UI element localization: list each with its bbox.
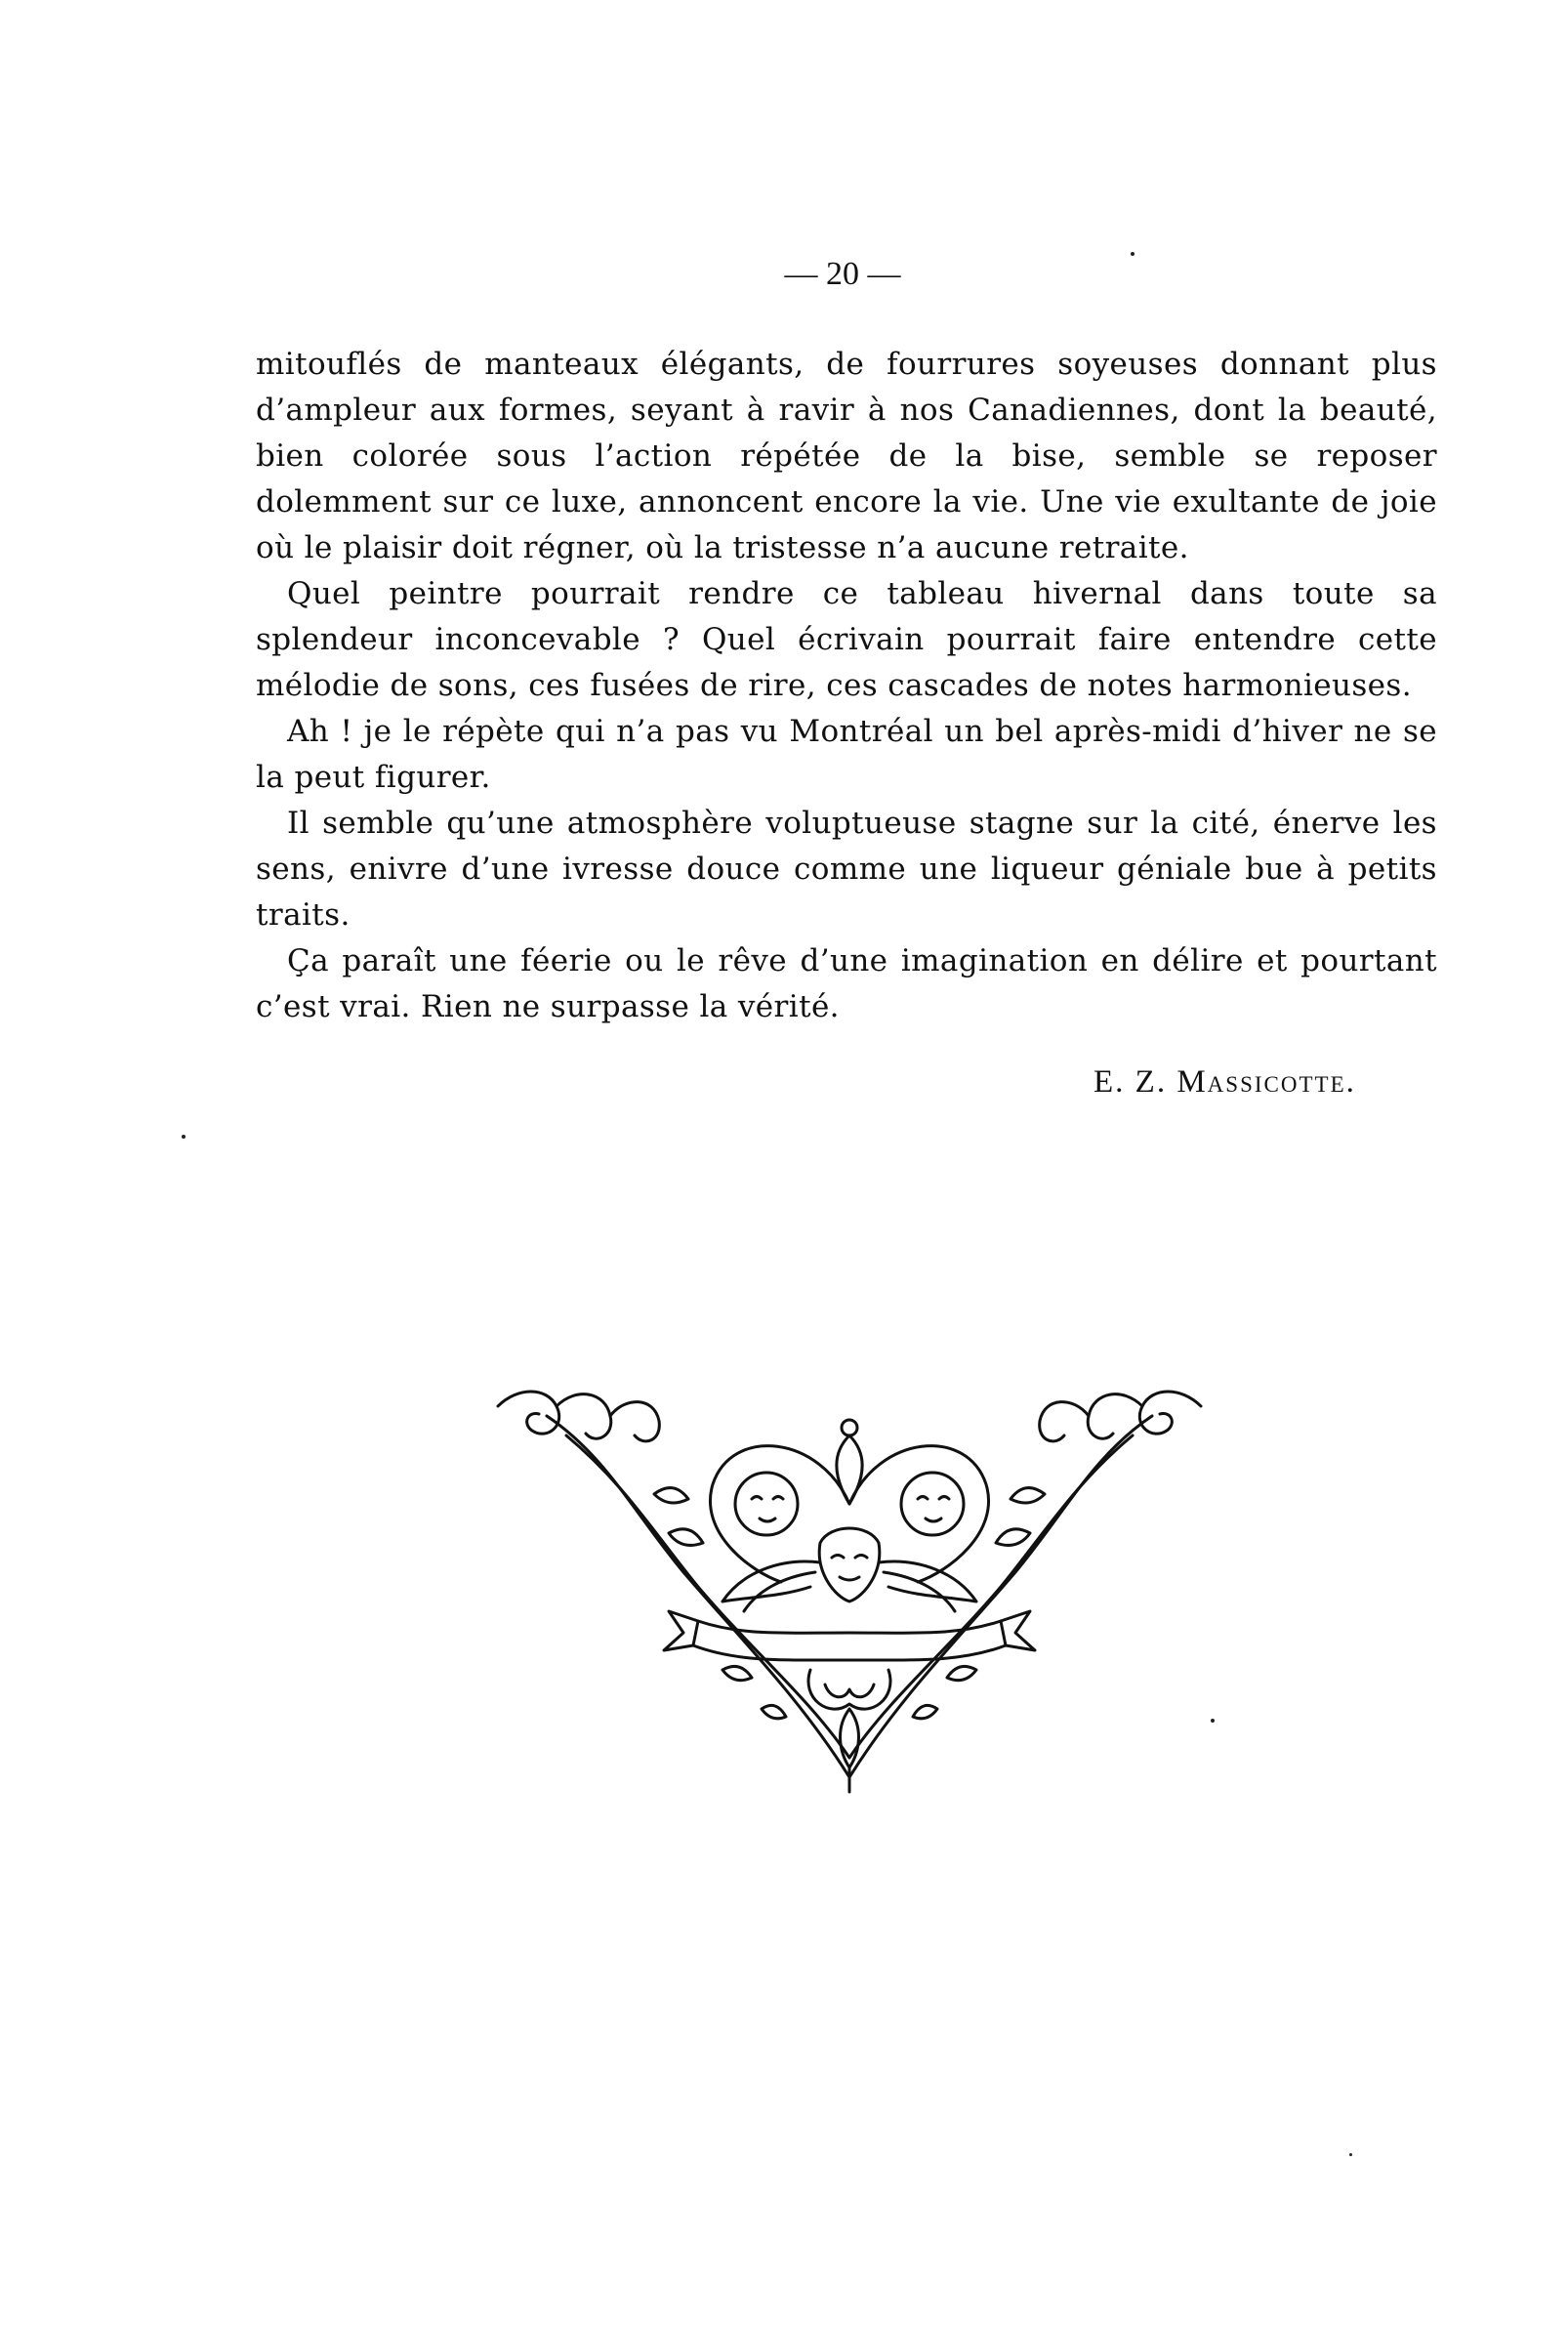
paragraph-5: Ça paraît une féerie ou le rêve d’une imagination en délire et pourtant c’est vrai. Rien ne surpasse la vérité. [256, 943, 1437, 1024]
paragraph-4: Il semble qu’une atmosphère voluptueuse stagne sur la cité, énerve les sens, enivre d’une ivresse douce comme une liqueur géniale bue à petits traits. [256, 806, 1437, 933]
paragraph-1: mitouflés de manteaux élégants, de fourrures soyeuses donnant plus d’ampleur aux formes, seyant à ravir à nos Canadiennes, dont la beauté, bien colorée sous l’action répétée de la bise, semble se reposer dolemment sur ce luxe, annoncent encore la vie. Une vie exultante de joie où le plaisir doit régner, où la tristesse n’a aucune retraite. [256, 347, 1437, 565]
author-signature [1093, 1064, 1356, 1101]
floral-vignette-icon [488, 1377, 1211, 1797]
paragraph-2: Quel peintre pourrait rendre ce tableau hivernal dans toute sa splendeur inconcevable ? Quel écrivain pourrait faire entendre cette mélodie de sons, ces fusées de rire, ces cascades de notes harmonieuses. [256, 576, 1437, 703]
print-speck [182, 1135, 186, 1139]
author-surname: Massicotte. [1176, 1064, 1356, 1100]
paragraph-3: Ah ! je le répète qui n’a pas vu Montréal un bel après-midi d’hiver ne se la peut figurer. [256, 714, 1437, 795]
print-speck [1211, 1719, 1215, 1723]
print-speck [1349, 2153, 1352, 2156]
page-number: — 20 — [784, 256, 901, 292]
author-initials: E. Z. [1093, 1064, 1168, 1100]
body-text [256, 342, 1437, 1030]
print-speck [1131, 252, 1135, 256]
